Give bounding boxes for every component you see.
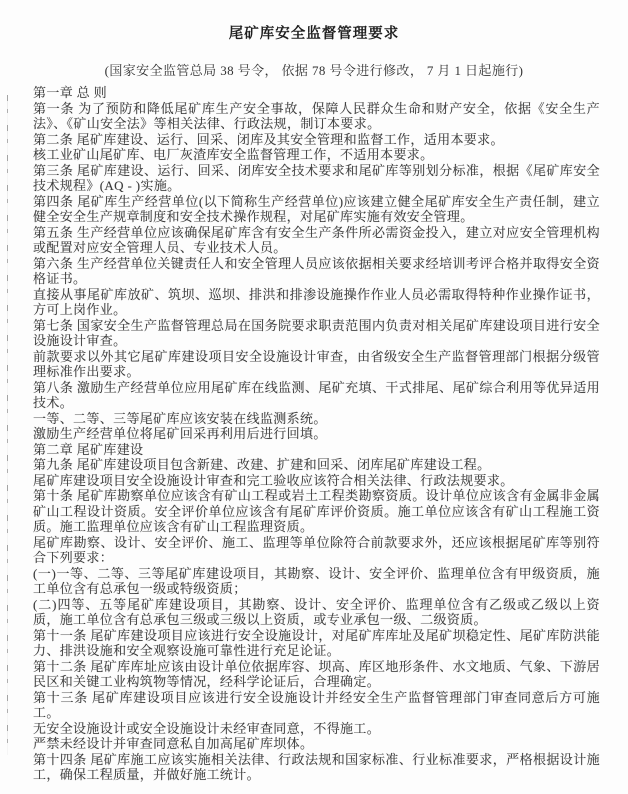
paragraph: 第三条 尾矿库建设、运行、回采、闭库安全技术要求和尾矿库等别划分标准，根据《尾矿库安全技术规程》(AQ - )实施。 bbox=[33, 162, 600, 193]
paragraph: 第九条 尾矿库建设项目包含新建、改建、扩建和回采、闭库尾矿库建设工程。 bbox=[33, 457, 491, 472]
paragraph: 核工业矿山尾矿库、电厂灰渣库安全监督管理工作，不适用本要求。 bbox=[33, 147, 434, 162]
paragraph: 尾矿库建设项目安全设施设计审查和完工验收应该符合相关法律、行政法规要求。 bbox=[33, 472, 514, 488]
paragraph: 第十三条 尾矿库建设项目应该进行安全设施设计并经安全生产监督管理部门审查同意后方可施工。 bbox=[33, 689, 600, 720]
paragraph: 严禁未经设计并审查同意私自加高尾矿库坝体。 bbox=[33, 736, 314, 751]
paragraph: 一等、二等、三等尾矿库应该安装在线监测系统。 bbox=[33, 410, 327, 426]
paragraph: 激励生产经营单位将尾矿回采再利用后进行回填。 bbox=[33, 426, 327, 441]
chapter-heading: 第一章 总 则 bbox=[33, 85, 107, 100]
paragraph: 无安全设施设计或安全设施设计未经审查同意，不得施工。 bbox=[33, 720, 381, 736]
document-title: 尾矿库安全监督管理要求 bbox=[228, 26, 400, 42]
paragraph: (二)四等、五等尾矿库建设项目，其勘察、设计、安全评价、监理单位含有乙级或乙级以上资质，施工单位含有总承包三级或三级以上资质，或专业承包一级、二级资质。 bbox=[33, 596, 600, 627]
paragraph: 第十一条 尾矿库建设项目应该进行安全设施设计，对尾矿库库址及尾矿坝稳定性、尾矿库防洪能力、排洪设施和安全观察设施可靠性进行充足论证。 bbox=[33, 627, 600, 658]
paragraph: 第十二条 尾矿库库址应该由设计单位依据库容、坝高、库区地形条件、水文地质、气象、下游居民区和关键工业构筑物等情况，经科学论证后，合理确定。 bbox=[33, 658, 600, 689]
paragraph: 第五条 生产经营单位应该确保尾矿库含有安全生产条件所必需资金投入，建立对应安全管理机构或配置对应安全管理人员、专业技术人员。 bbox=[33, 224, 600, 255]
paragraph: 第七条 国家安全生产监督管理总局在国务院要求职责范围内负责对相关尾矿库建设项目进行安全设施设计审查。 bbox=[33, 317, 600, 348]
document-body bbox=[0, 78, 628, 783]
paragraph: (一)一等、二等、三等尾矿库建设项目，其勘察、设计、安全评价、监理单位含有甲级资质，施工单位含有总承包一级或特级资质； bbox=[33, 565, 600, 596]
paragraph: 第一条 为了预防和降低尾矿库生产安全事故，保障人民群众生命和财产安全，依据《安全生产法》、《矿山安全法》等相关法律、行政法规，制订本要求。 bbox=[33, 100, 600, 131]
chapter-heading: 第二章 尾矿库建设 bbox=[33, 441, 144, 457]
paragraph: 前款要求以外其它尾矿库建设项目安全设施设计审查，由省级安全生产监督管理部门根据分级管理标准作出要求。 bbox=[33, 348, 600, 379]
paragraph: 第六条 生产经营单位关键责任人和安全管理人员应该依据相关要求经培训考评合格并取得安全资格证书。 bbox=[33, 255, 600, 286]
paragraph: 第八条 激励生产经营单位应用尾矿库在线监测、尾矿充填、干式排尾、尾矿综合利用等优异适用技术。 bbox=[33, 379, 600, 410]
paragraph: 第十四条 尾矿库施工应该实施相关法律、行政法规和国家标准、行业标准要求，严格根据设计施工，确保工程质量，并做好施工统计。 bbox=[33, 751, 600, 782]
document-subtitle: (国家安全监管总局 38 号令， 依据 78 号令进行修改， 7 月 1 日起施行) bbox=[104, 63, 524, 78]
paragraph: 第十条 尾矿库勘察单位应该含有矿山工程或岩土工程类勘察资质。设计单位应该含有金属非金属矿山工程设计资质。安全评价单位应该含有尾矿库评价资质。施工单位应该含有矿山工程施工资质。施工监理单位应该含有矿山工程监理资质。 bbox=[33, 488, 600, 534]
paragraph: 直接从事尾矿库放矿、筑坝、巡坝、排洪和排渗设施操作作业人员必需取得特种作业操作证书，方可上岗作业。 bbox=[33, 286, 600, 317]
paragraph: 第四条 尾矿库生产经营单位(以下简称生产经营单位)应该建立健全尾矿库安全生产责任制，建立健全安全生产规章制度和安全技术操作规程，对尾矿库实施有效安全管理。 bbox=[33, 193, 600, 224]
paragraph: 第二条 尾矿库建设、运行、回采、闭库及其安全管理和监督工作，适用本要求。 bbox=[33, 131, 504, 147]
paragraph: 尾矿库勘察、设计、安全评价、施工、监理等单位除符合前款要求外，还应该根据尾矿库等别符合下列要求： bbox=[33, 534, 600, 565]
